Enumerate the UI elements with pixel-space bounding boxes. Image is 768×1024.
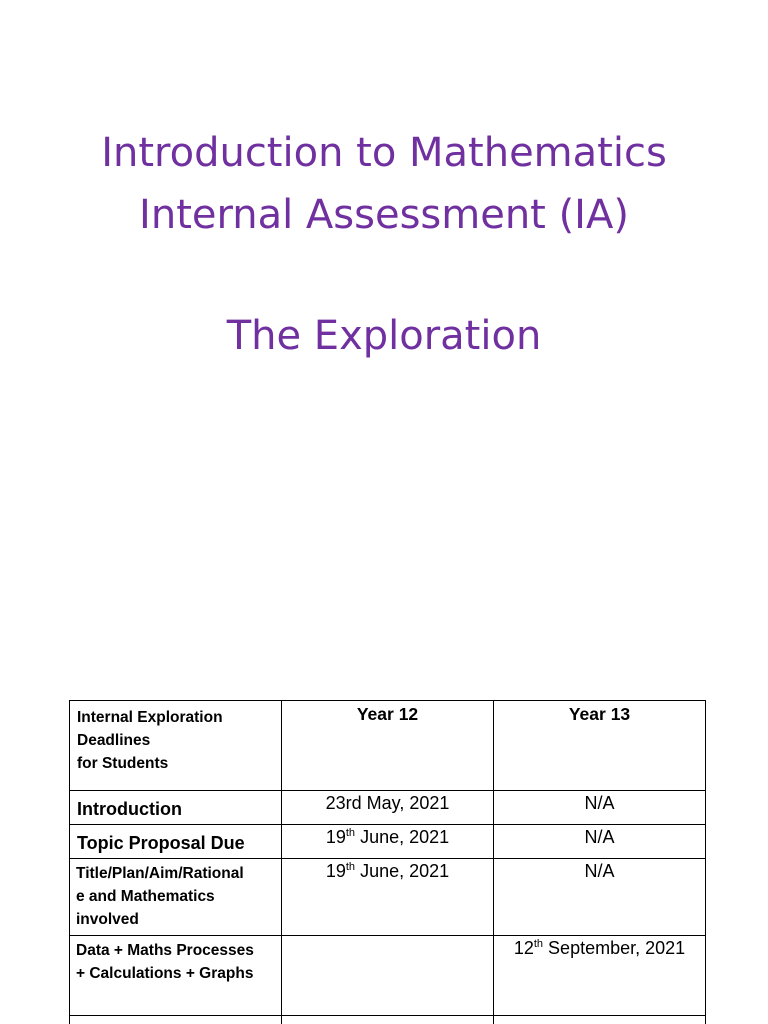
row-label: Title/Plan/Aim/Rational e and Mathematics involved [70,859,282,936]
header-year13: Year 13 [494,701,706,791]
header-year12: Year 12 [282,701,494,791]
header-label-line: for Students [77,755,169,772]
cut-off-cell [282,1016,494,1024]
title-line-2: Internal Assessment (IA) [139,192,629,238]
table-row [70,825,706,859]
year13-value: N/A [494,791,706,825]
table-row-cut-off [70,1016,706,1024]
header-label-cell [70,701,282,791]
header-label-line: Internal Exploration [77,709,223,726]
page-title [0,122,768,246]
deadlines-table [69,700,706,1024]
title-line-1: Introduction to Mathematics [101,130,667,176]
year12-value [282,936,494,1016]
year13-value: 12th September, 2021 [494,936,706,1016]
year12-value: 19th June, 2021 [282,825,494,859]
table-row [70,936,706,1016]
year12-value: 23rd May, 2021 [282,791,494,825]
table-header-row [70,701,706,791]
row-label: Topic Proposal Due [70,825,282,859]
row-label: Introduction [70,791,282,825]
cut-off-cell [494,1016,706,1024]
row-label: Data + Maths Processes + Calculations + Graphs [70,936,282,1016]
header-label-line: Deadlines [77,732,151,749]
year13-value: N/A [494,825,706,859]
table-row [70,791,706,825]
page-subtitle: The Exploration [226,313,542,359]
cut-off-cell [70,1016,282,1024]
table-row [70,859,706,936]
year12-value: 19th June, 2021 [282,859,494,936]
year13-value: N/A [494,859,706,936]
